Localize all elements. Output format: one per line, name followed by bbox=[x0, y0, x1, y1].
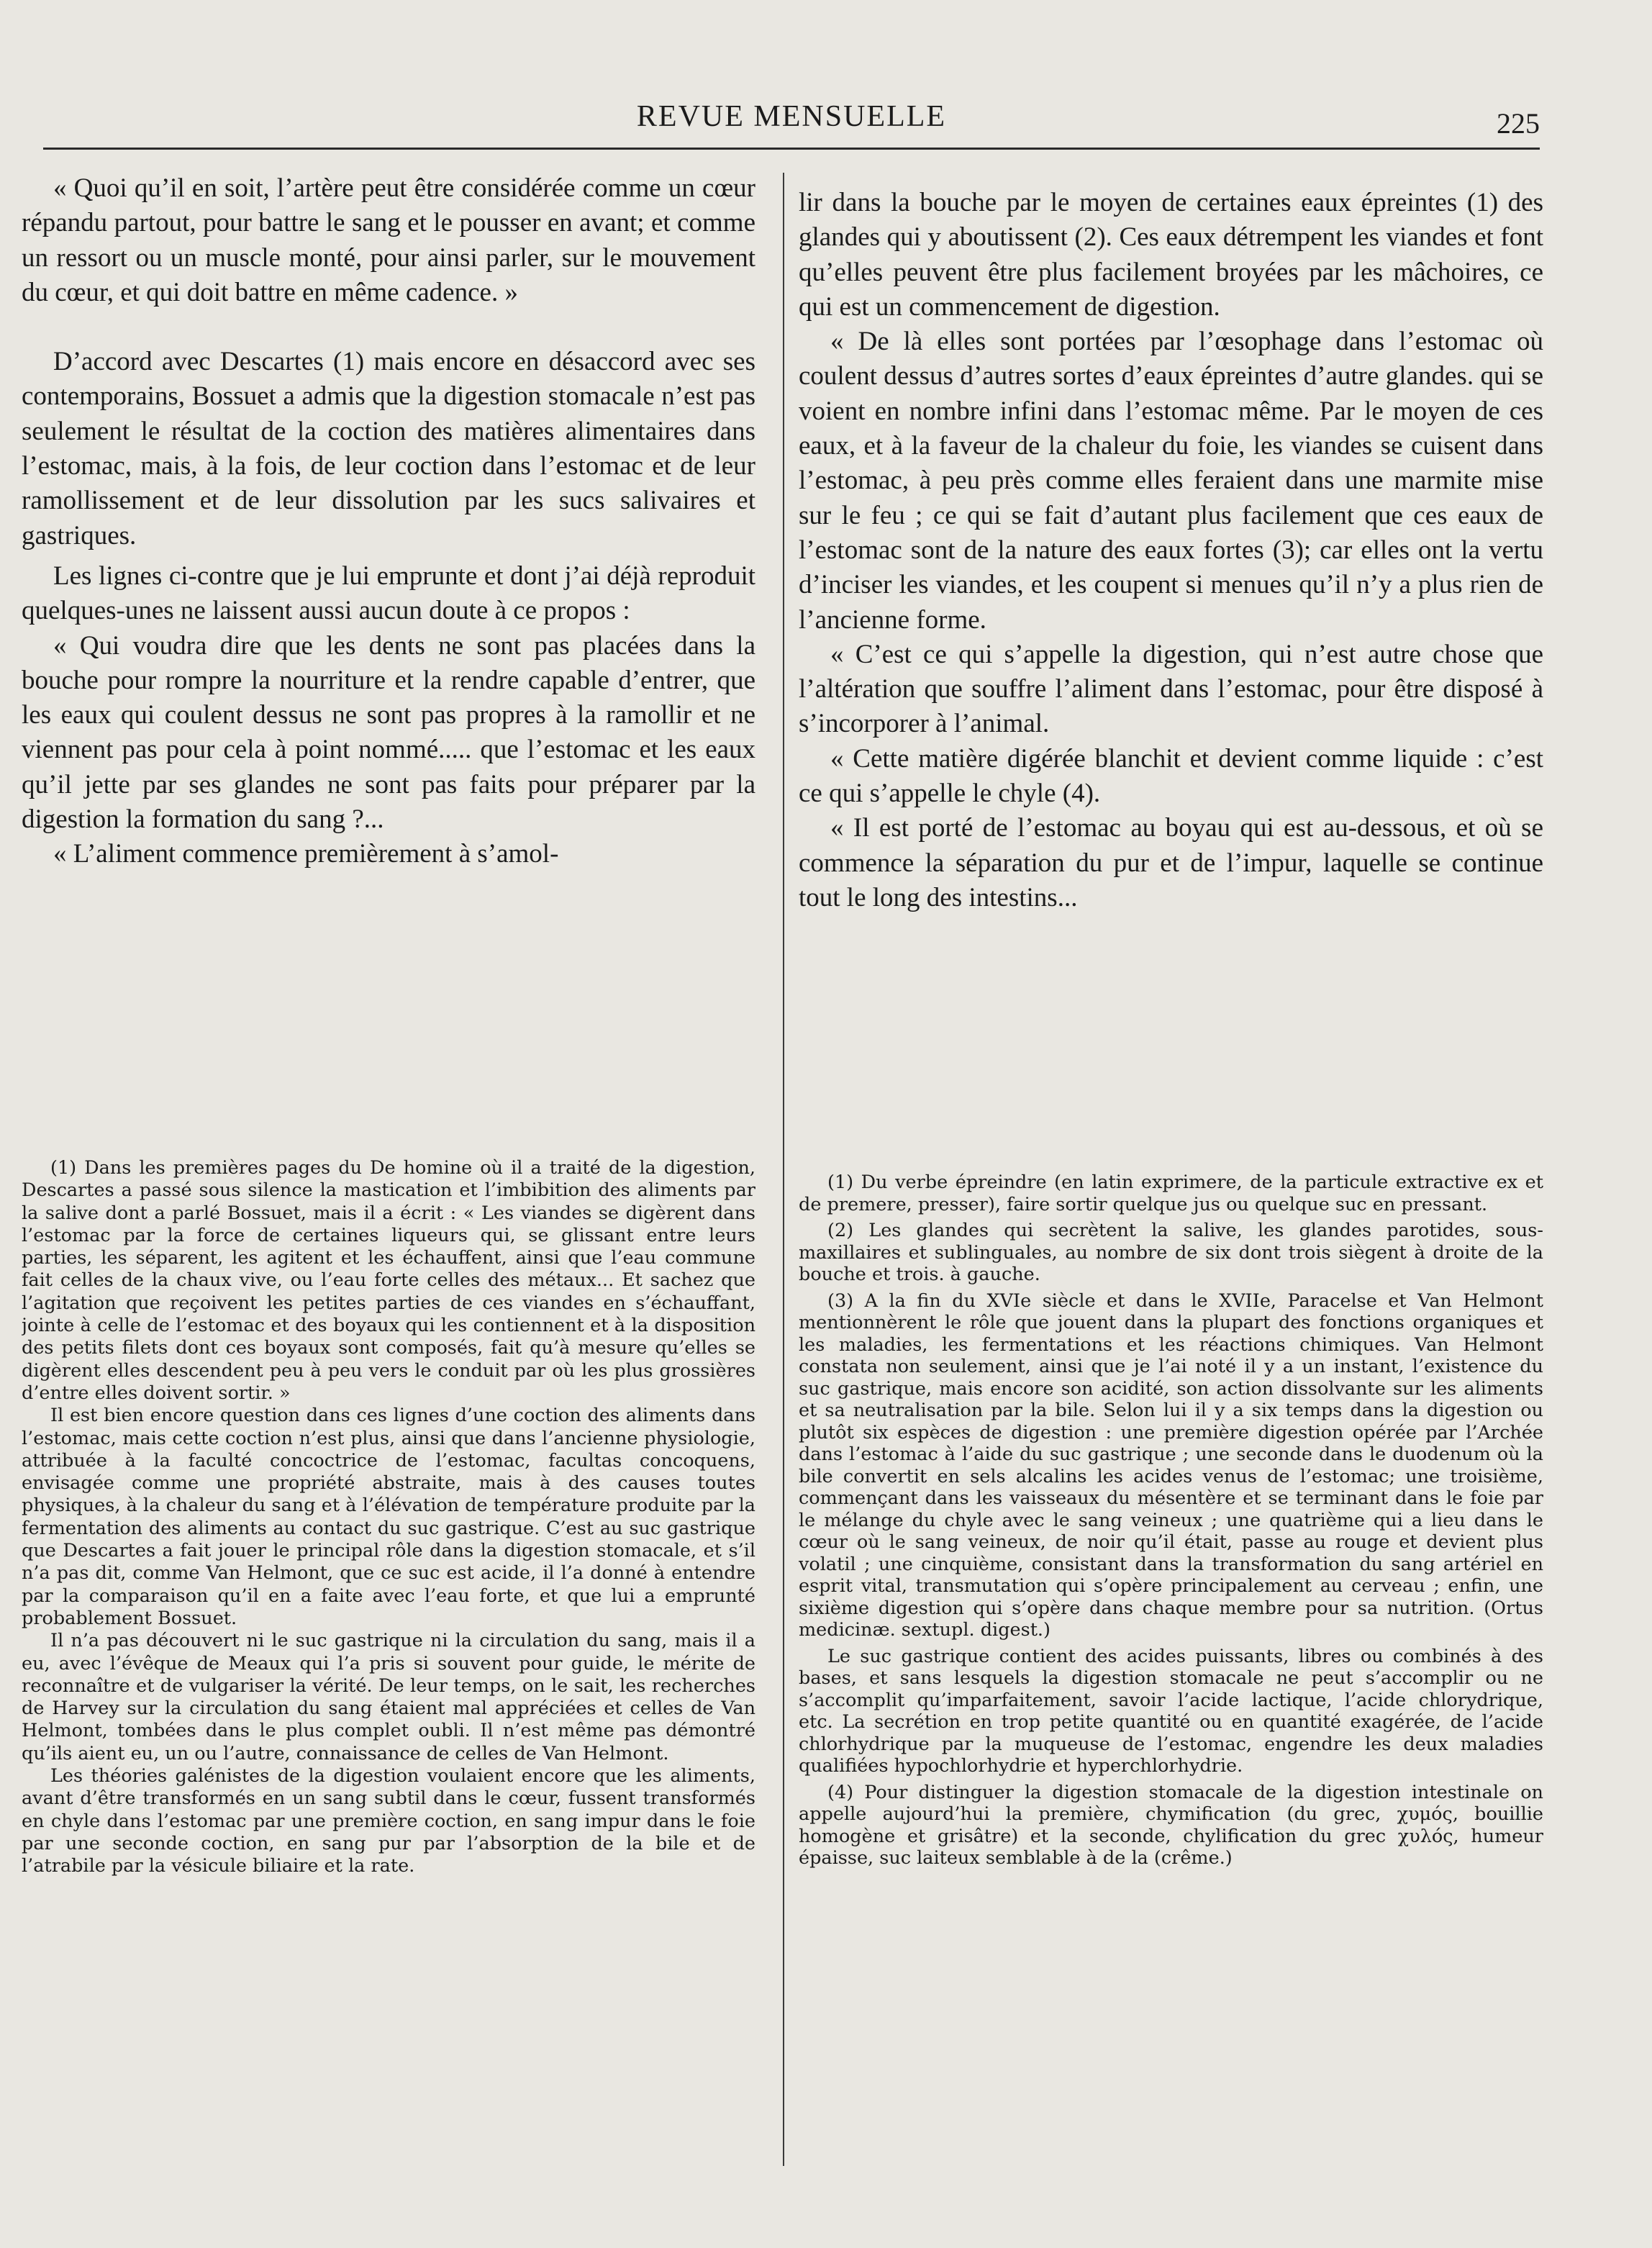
left-column-text bbox=[22, 171, 755, 1121]
running-title: REVUE MENSUELLE bbox=[636, 100, 947, 133]
left-paragraph: « Quoi qu’il en soit, l’artère peut être considérée comme un cœur répandu partout, pour battre le sang et le pousser en avant; et comme un ressort ou un muscle monté, pour ainsi parler, sur le mouvement du cœur, et qui doit battre en même cadence. » bbox=[22, 173, 755, 307]
footnote: (3) A la fin du XVIe siècle et dans le XVIIe, Paracelse et Van Helmont mentionnèrent le rôle que jouent dans la plupart des fonctions organiques et les maladies, les fermentations et les réactions chimiques. Van Helmont constata non seulement, ainsi que je l’ai noté il y a un instant, l’existence du suc gastrique, mais encore son acidité, son action dissolvante sur les aliments et sa neutralisation par la bile. Selon lui il y a six temps dans la digestion ou plutôt six espèces de digestion : une première digestion opérée par l’Archée dans l’estomac à l’aide du suc gastrique ; une seconde dans le duodenum où la bile convertit en sels alcalins les acides venus de l’estomac; une troisième, commençant dans les vaisseaux du mésentère et se terminant dans le foie par le mélange du chyle avec le sang veineux ; une quatrième qui a lieu dans le cœur où le sang veineux, de noir qu’il était, passe au rouge et devient plus volatil ; une cinquième, consistant dans la transformation du sang artériel en esprit vital, transmutation qui s’opère principalement au cerveau ; enfin, une sixième digestion qui s’opère dans chaque membre pour sa nutrition. (Ortus medicinæ. sextupl. digest.) bbox=[799, 1290, 1543, 1641]
right-paragraph: « Il est porté de l’estomac au boyau qui est au-dessous, et où se commence la séparation du pur et de l’impur, laquelle se continue tout le long des intestins... bbox=[799, 813, 1543, 912]
footnote: Il n’a pas découvert ni le suc gastrique ni la circulation du sang, mais il a eu, avec l’évêque de Meaux qui l’a pris si souvent pour guide, le mérite de reconnaître et de vulgariser la vérité. De leur temps, on le sait, les recherches de Harvey sur la circulation du sang étaient mal appréciées et celles de Van Helmont, tombées dans le plus complet oubli. Il n’est même pas démontré qu’ils aient eu, un ou l’autre, connaissance de celles de Van Helmont. bbox=[22, 1630, 755, 1764]
right-paragraph: « De là elles sont portées par l’œsophage dans l’estomac où coulent dessus d’autres sortes d’eaux épreintes d’autre glandes. qui se voient en nombre infini dans l’estomac même. Par le moyen de ces eaux, et à la faveur de la chaleur du foie, les viandes se cuisent dans l’estomac, à peu près comme elles feraient dans une marmite mise sur le feu ; ce qui se fait d’autant plus facilement que ces eaux de l’estomac sont de la nature des eaux fortes (3); car elles ont la vertu d’inciser les viandes, et les coupent si menues qu’il n’y a plus rien de l’ancienne forme. bbox=[799, 327, 1543, 635]
left-footnotes bbox=[22, 1157, 755, 2157]
right-paragraph: « C’est ce qui s’appelle la digestion, qui n’est autre chose que l’altération que souffre l’aliment dans l’estomac, pour être disposé à s’incorporer à l’animal. bbox=[799, 639, 1543, 739]
page-number: 225 bbox=[1497, 107, 1540, 140]
right-footnotes bbox=[799, 1171, 1543, 2143]
page-header bbox=[43, 99, 1540, 150]
left-paragraph: « L’aliment commence premièrement à s’amol- bbox=[53, 839, 559, 869]
footnote: (4) Pour distinguer la digestion stomacale de la digestion intestinale on appelle aujourd’hui la première, chymification (du grec, χυμός, bouillie homogène et grisâtre) et la seconde, chylification du grec χυλός, humeur épaisse, suc laiteux semblable à de la (crême.) bbox=[799, 1781, 1543, 1869]
footnote: (1) Du verbe épreindre (en latin exprimere, de la particule extractive ex et de premere, presser), faire sortir quelque jus ou quelque suc en pressant. bbox=[799, 1171, 1543, 1215]
footnote: (1) Dans les premières pages du De homine où il a traité de la digestion, Descartes a passé sous silence la mastication et l’imbibition des aliments par la salive dont a parlé Bossuet, mais il a écrit : « Les viandes se digèrent dans l’estomac par la force de certaines liqueurs qui, se glissant entre leurs parties, les séparent, les agitent et les échauffent, ainsi que l’eau commune fait celles de la chaux vive, ou l’eau forte celles des métaux... Et sachez que l’agitation que reçoivent les petites parties de ces viandes en s’échauffant, jointe à celle de l’estomac et des boyaux qui les contiennent et à la disposition des petits filets dont ces boyaux sont composés, fait qu’à mesure qu’elles se digèrent elles descendent peu à peu vers le conduit par où les plus grossières d’entre elles doivent sortir. » bbox=[22, 1157, 755, 1404]
right-column-text bbox=[799, 186, 1543, 1143]
right-paragraph: lir dans la bouche par le moyen de certaines eaux épreintes (1) des glandes qui y aboutissent (2). Ces eaux détrempent les viandes et font qu’elles peuvent être plus facilement broyées par les mâchoires, ce qui est un commencement de digestion. bbox=[799, 188, 1543, 322]
footnote: Il est bien encore question dans ces lignes d’une coction des aliments dans l’estomac, mais cette coction n’est plus, ainsi que dans l’ancienne physiologie, attribuée à la faculté concoctrice de l’estomac, facultas concoquens, envisagée comme une propriété abstraite, mais à des causes toutes physiques, à la chaleur du sang et à l’élévation de température produite par la fermentation des aliments au contact du suc gastrique. C’est au suc gastrique que Descartes a fait jouer le principal rôle dans la digestion stomacale, et s’il n’a pas dit, comme Van Helmont, que ce suc est acide, il l’a donné à entendre par la comparaison qu’il en a faite avec l’eau forte, et que lui a emprunté probablement Bossuet. bbox=[22, 1405, 755, 1629]
header-rule bbox=[43, 148, 1540, 150]
column-divider bbox=[783, 173, 784, 2166]
left-paragraph: D’accord avec Descartes (1) mais encore en désaccord avec ses contemporains, Bossuet a admis que la digestion stomacale n’est pas seulement le résultat de la coction des matières alimentaires dans l’estomac, mais, à la fois, de leur coction dans l’estomac et de leur ramollissement et de leur dissolution par les sucs salivaires et gastriques. bbox=[22, 347, 755, 550]
footnote: Les théories galénistes de la digestion voulaient encore que les aliments, avant d’être transformés en un sang subtil dans le cœur, fussent transformés en chyle dans l’estomac par une première coction, en sang impur dans le foie par une seconde coction, en sang pur par l’absorption de la bile et de l’atrabile par la vésicule biliaire et la rate. bbox=[22, 1765, 755, 1877]
left-paragraph: « Qui voudra dire que les dents ne sont pas placées dans la bouche pour rompre la nourriture et la rendre capable d’entrer, que les eaux qui coulent dessus ne sont pas propres à la ramollir et ne viennent pas pour cela à point nommé..... que l’estomac et les eaux qu’il jette par ses glandes ne sont pas faits pour préparer par la digestion la formation du sang ?... bbox=[22, 630, 755, 835]
right-paragraph: « Cette matière digérée blanchit et devient comme liquide : c’est ce qui s’appelle le chyle (4). bbox=[799, 743, 1543, 809]
left-paragraph: Les lignes ci-contre que je lui emprunte et dont j’ai déjà reproduit quelques-unes ne laissent aussi aucun doute à ce propos : bbox=[22, 561, 755, 626]
footnote: (2) Les glandes qui secrètent la salive, les glandes parotides, sous-maxillaires et sublinguales, au nombre de six dont trois siègent à droite de la bouche et trois. à gauche. bbox=[799, 1220, 1543, 1285]
footnote: Le suc gastrique contient des acides puissants, libres ou combinés à des bases, et sans lesquels la digestion stomacale ne peut s’accomplir ou ne s’accomplit qu’imparfaitement, savoir l’acide lactique, l’acide chlorydrique, etc. La secrétion en trop petite quantité ou en quantité exagérée, de l’acide chlorhydrique par la muqueuse de l’estomac, engendre les deux maladies qualifiées hypochlorhydrie et hyperchlorhydrie. bbox=[799, 1645, 1543, 1777]
